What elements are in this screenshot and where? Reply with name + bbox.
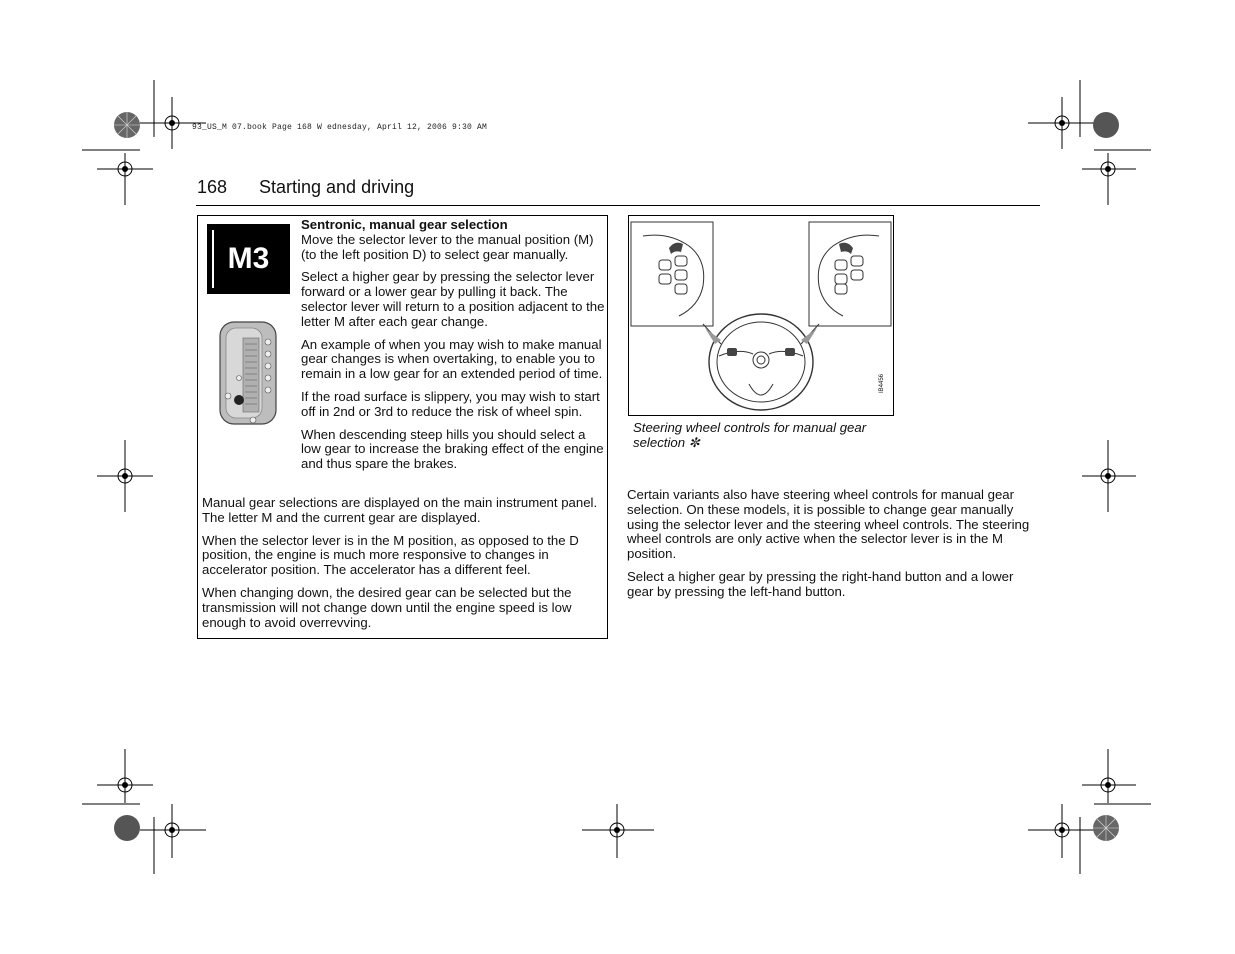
- steering-wheel-illustration: [629, 216, 893, 415]
- box-paragraph-4: If the road surface is slippery, you may wish to start off in 2nd or 3rd to reduce the risk of wheel spin.: [301, 388, 600, 419]
- box-full-text: [202, 496, 606, 630]
- figure-caption: Steering wheel controls for manual gear selection ✼: [633, 420, 867, 450]
- section-heading: Sentronic, manual gear selection: [301, 217, 508, 232]
- box-column-text: [301, 218, 606, 472]
- section-title: Starting and driving: [259, 177, 415, 197]
- print-info-line: 93_US_M 07.book Page 168 W ednesday, April 12, 2006 9:30 AM: [192, 123, 488, 132]
- box-paragraph-3: An example of when you may wish to make manual gear changes is when overtaking, to enable you to remain in a low gear for an extended period of time.: [301, 336, 603, 382]
- right-paragraph-1: Certain variants also have steering wheel controls for manual gear selection. On these models, it is possible to change gear manually using the selector lever and the steering wheel controls. The steering wheel controls are only active when the selector lever is in the M position.: [627, 487, 1030, 562]
- m3-badge-label: M3: [227, 242, 270, 275]
- box-paragraph-2: Select a higher gear by pressing the selector lever forward or a lower gear by pulling it back. The selector lever will return to a position adjacent to the letter M after each gear change.: [301, 269, 605, 329]
- figure-code: IB4456: [879, 373, 885, 393]
- box-full-paragraph-3: When changing down, the desired gear can be selected but the transmission will not change down until the engine speed is low enough to avoid overrevving.: [202, 584, 572, 630]
- selector-lever-gate-icon: [215, 320, 281, 430]
- box-paragraph-1: Move the selector lever to the manual position (M) (to the left position D) to select gear manually.: [301, 231, 594, 262]
- right-paragraph-2: Select a higher gear by pressing the right-hand button and a lower gear by pressing the left-hand button.: [627, 568, 1014, 599]
- box-paragraph-5: When descending steep hills you should select a low gear to increase the braking effect of the engine and thus spare the brakes.: [301, 426, 604, 472]
- page-number: 168: [197, 177, 228, 197]
- steering-wheel-figure: [628, 215, 894, 416]
- box-full-paragraph-1: Manual gear selections are displayed on the main instrument panel. The letter M and the current gear are displayed.: [202, 495, 598, 525]
- m3-badge: [207, 224, 290, 294]
- header-rule: [196, 205, 1040, 206]
- box-full-paragraph-2: When the selector lever is in the M position, as opposed to the D position, the engine is much more responsive to changes in accelerator position. The accelerator has a different feel.: [202, 532, 579, 578]
- right-column-text: [627, 488, 1039, 600]
